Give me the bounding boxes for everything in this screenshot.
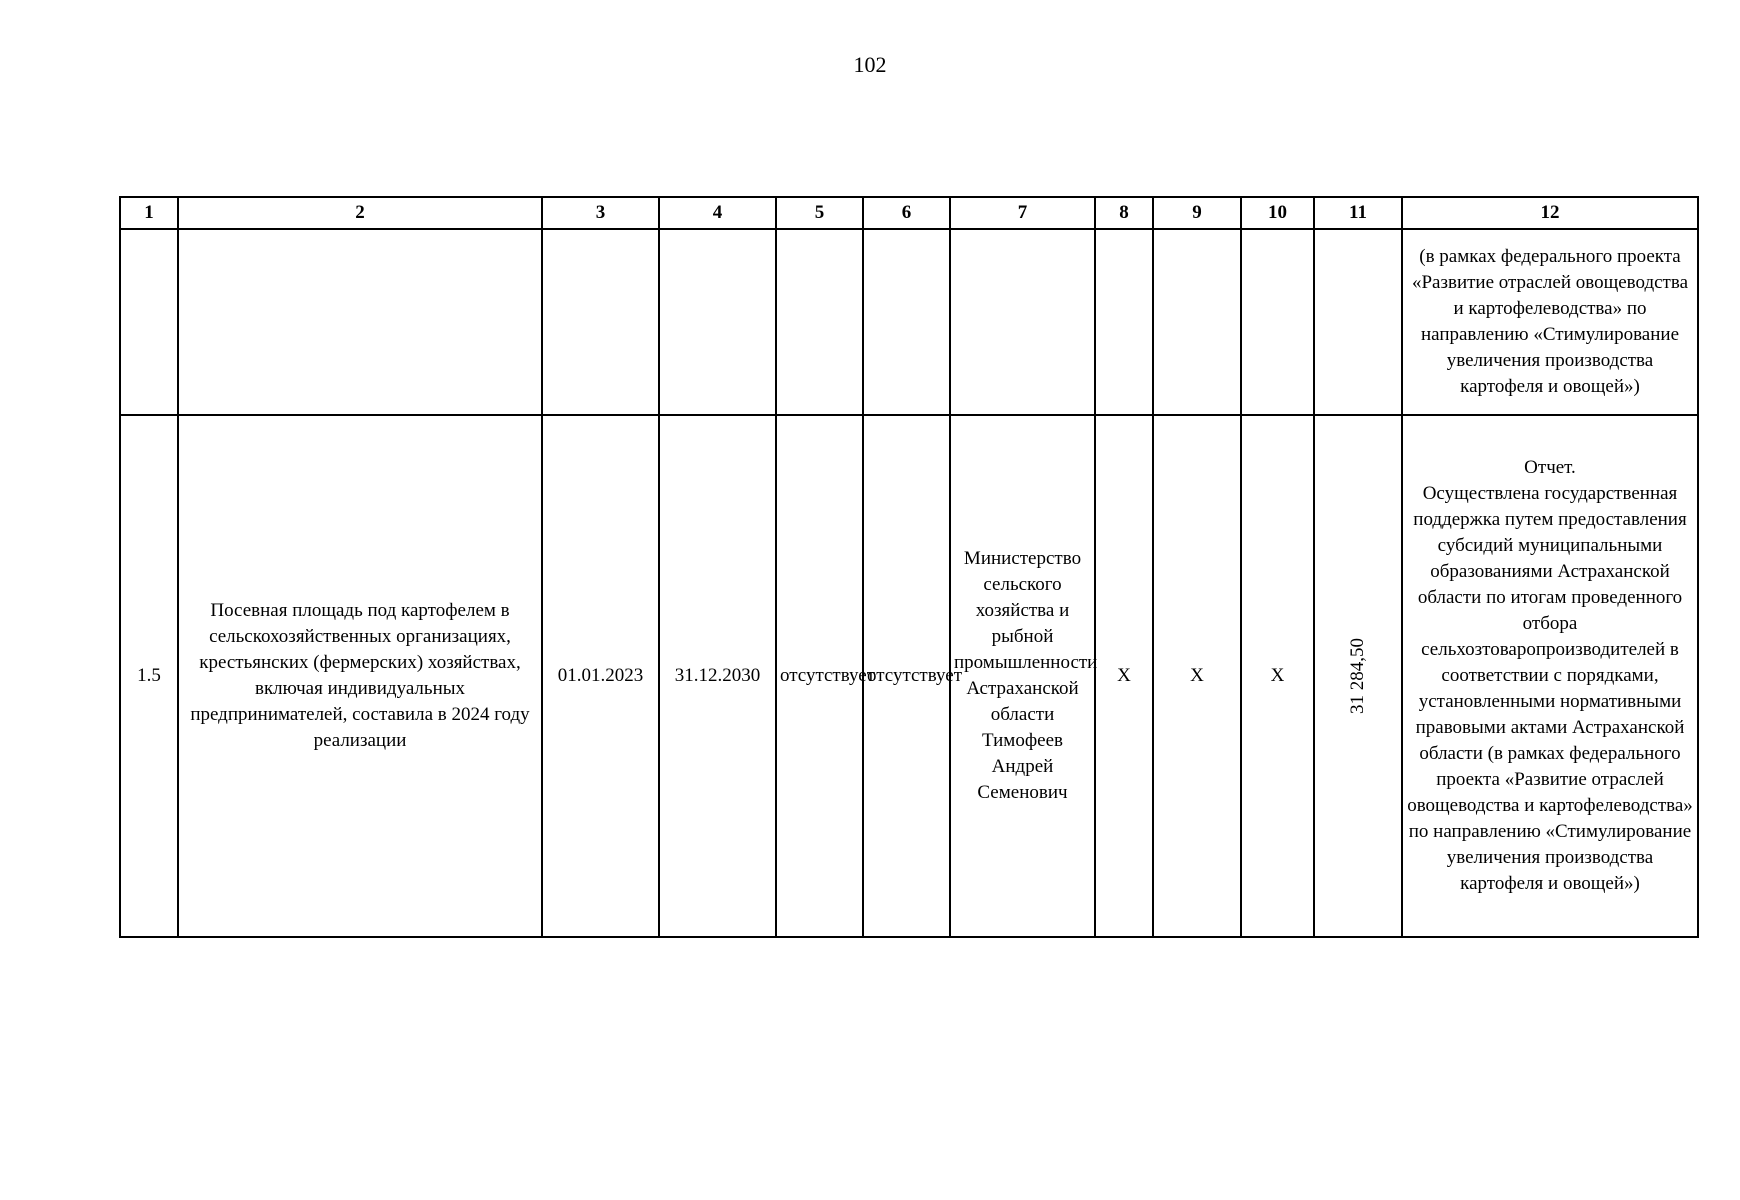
table-header-row [120,197,1698,229]
column-header: 9 [1153,197,1241,229]
column-header: 2 [178,197,542,229]
table-cell [178,229,542,415]
report-title: Отчет. [1524,457,1576,478]
column-6-value: отсутствует [863,415,950,937]
table-cell [863,229,950,415]
table-cell [659,229,776,415]
report-text: Осуществлена государственная поддержка путем предоставления субсидий муниципальными образованиями Астраханской области по итогам проведенного отбора сельхозтоваропроизводителей в соответствии с порядками, установленными нормативными правовыми актами Астраханской области (в рамках федерального проекта «Развитие отраслей овощеводства и картофелеводства» по направлению «Стимулирование увеличения производства картофеля и овощей») [1407,483,1693,894]
column-header: 4 [659,197,776,229]
column-header: 5 [776,197,863,229]
responsible-executor: Министерство сельского хозяйства и рыбной промышленности Астраханской области Тимофеев Андрей Семенович [950,415,1095,937]
amount-cell [1314,415,1402,937]
amount-value: 31 284,50 [1347,638,1368,714]
page-number: 102 [853,52,887,77]
column-10-mark: X [1241,415,1314,937]
column-8-mark: X [1095,415,1153,937]
column-header: 12 [1402,197,1698,229]
end-date: 31.12.2030 [659,415,776,937]
result-description [1402,415,1698,937]
column-header: 8 [1095,197,1153,229]
column-5-value: отсутствует [776,415,863,937]
column-header: 3 [542,197,659,229]
start-date: 01.01.2023 [542,415,659,937]
table-cell [120,229,178,415]
report-table [119,196,1699,938]
table-cell [1241,229,1314,415]
result-description-continued: (в рамках федерального проекта «Развитие отраслей овощеводства и картофелеводства» по направлению «Стимулирование увеличения производства картофеля и овощей») [1402,229,1698,415]
column-header: 10 [1241,197,1314,229]
column-header: 1 [120,197,178,229]
table-cell [950,229,1095,415]
row-number: 1.5 [120,415,178,937]
column-9-mark: X [1153,415,1241,937]
table-cell [776,229,863,415]
table-row [120,415,1698,937]
column-header: 6 [863,197,950,229]
column-header: 11 [1314,197,1402,229]
column-header: 7 [950,197,1095,229]
indicator-description: Посевная площадь под картофелем в сельскохозяйственных организациях, крестьянских (фермерских) хозяйствах, включая индивидуальных предпринимателей, составила в 2024 году реализации [178,415,542,937]
table-row-continuation [120,229,1698,415]
table-cell [1153,229,1241,415]
table-cell [1095,229,1153,415]
table-cell [1314,229,1402,415]
table-cell [542,229,659,415]
